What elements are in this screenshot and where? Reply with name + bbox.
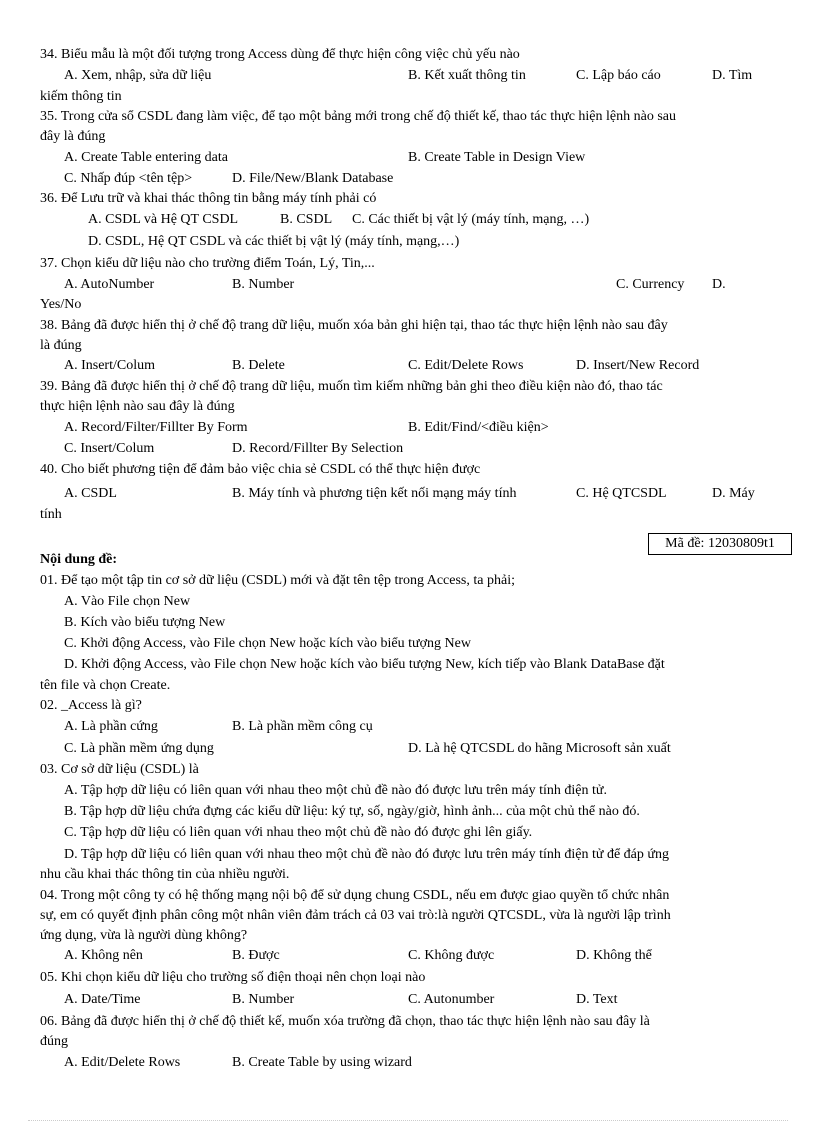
q36-option-d: D. CSDL, Hệ QT CSDL và các thiết bị vật lý (máy tính, mạng,…) — [88, 234, 460, 249]
question-06-cont: đúng — [40, 1034, 68, 1049]
question-38: 38. Bảng đã được hiển thị ở chế độ trang dữ liệu, muốn xóa bản ghi hiện tại, thao tác thực hiện lệnh nào sau đây — [40, 318, 668, 333]
q02-option-b: B. Là phần mềm công cụ — [232, 719, 373, 734]
q05-option-c: C. Autonumber — [408, 992, 495, 1007]
q37-option-d: D. — [712, 277, 726, 292]
q01-option-a: A. Vào File chọn New — [64, 594, 191, 609]
q35-option-d: D. File/New/Blank Database — [232, 171, 394, 186]
q35-option-a: A. Create Table entering data — [64, 150, 228, 165]
q36-option-c: C. Các thiết bị vật lý (máy tính, mạng, …) — [352, 212, 590, 227]
question-04-cont1: sự, em có quyết định phân công một nhân viên đảm trách cả 03 vai trò:là người QTCSDL, vừa là người lập trình — [40, 908, 671, 923]
q04-option-a: A. Không nên — [64, 948, 143, 963]
q39-option-d: D. Record/Fillter By Selection — [232, 441, 404, 456]
exam-code-box: Mã đề: 12030809t1 — [648, 533, 792, 555]
question-04: 04. Trong một công ty có hệ thống mạng nội bộ để sử dụng chung CSDL, nếu em được giao quyền tổ chức nhân — [40, 888, 670, 903]
q05-option-a: A. Date/Time — [64, 992, 141, 1007]
q01-option-b: B. Kích vào biểu tượng New — [64, 615, 226, 630]
q40-option-d: D. Máy — [712, 486, 755, 501]
q02-option-d: D. Là hệ QTCSDL do hãng Microsoft sản xuất — [408, 741, 671, 756]
q03-option-c: C. Tập hợp dữ liệu có liên quan với nhau theo một chủ đề nào đó được ghi lên giấy. — [64, 825, 533, 840]
q06-option-b: B. Create Table by using wizard — [232, 1055, 412, 1070]
q34-option-b: B. Kết xuất thông tin — [408, 68, 526, 83]
q39-option-b: B. Edit/Find/<điều kiện> — [408, 420, 549, 435]
q38-option-d: D. Insert/New Record — [576, 358, 700, 373]
question-36: 36. Để Lưu trữ và khai thác thông tin bằng máy tính phải có — [40, 191, 377, 206]
q02-option-c: C. Là phần mềm ứng dụng — [64, 741, 214, 756]
question-39-cont: thực hiện lệnh nào sau đây là đúng — [40, 399, 235, 414]
q01-option-d: D. Khởi động Access, vào File chọn New hoặc kích vào biểu tượng New, kích tiếp vào Blank DataBase đặt — [64, 657, 665, 672]
q04-option-d: D. Không thể — [576, 948, 652, 963]
q36-option-b: B. CSDL — [280, 212, 333, 227]
q37-option-c: C. Currency — [616, 277, 685, 292]
q34-option-d-cont: kiếm thông tin — [40, 89, 122, 104]
q01-option-c: C. Khởi động Access, vào File chọn New hoặc kích vào biểu tượng New — [64, 636, 471, 651]
q03-option-d-cont: nhu cầu khai thác thông tin của nhiều người. — [40, 867, 290, 882]
q37-option-b: B. Number — [232, 277, 295, 292]
q39-option-c: C. Insert/Colum — [64, 441, 155, 456]
q40-option-c: C. Hệ QTCSDL — [576, 486, 667, 501]
q34-option-d: D. Tìm — [712, 68, 753, 83]
question-02: 02. _Access là gì? — [40, 698, 142, 713]
q37-option-d-cont: Yes/No — [40, 297, 82, 312]
q40-option-b: B. Máy tính và phương tiện kết nối mạng máy tính — [232, 486, 517, 501]
q37-option-a: A. AutoNumber — [64, 277, 155, 292]
page-bottom-divider — [28, 1120, 788, 1121]
q02-option-a: A. Là phần cứng — [64, 719, 158, 734]
q38-option-c: C. Edit/Delete Rows — [408, 358, 524, 373]
question-34: 34. Biểu mẫu là một đối tượng trong Access dùng để thực hiện công việc chủ yếu nào — [40, 47, 520, 62]
question-01: 01. Để tạo một tập tin cơ sở dữ liệu (CSDL) mới và đặt tên tệp trong Access, ta phải; — [40, 573, 515, 588]
question-40: 40. Cho biết phương tiện để đảm bảo việc chia sẻ CSDL có thể thực hiện được — [40, 462, 481, 477]
q01-option-d-cont: tên file và chọn Create. — [40, 678, 171, 693]
q03-option-a: A. Tập hợp dữ liệu có liên quan với nhau theo một chủ đề nào đó được lưu trên máy tính điện tử. — [64, 783, 607, 798]
question-37: 37. Chọn kiểu dữ liệu nào cho trường điểm Toán, Lý, Tin,... — [40, 256, 375, 271]
q06-option-a: A. Edit/Delete Rows — [64, 1055, 181, 1070]
q05-option-d: D. Text — [576, 992, 618, 1007]
question-06: 06. Bảng đã được hiển thị ở chế độ thiết kế, muốn xóa trường đã chọn, thao tác thực hiện lệnh nào sau đây là — [40, 1014, 650, 1029]
q05-option-b: B. Number — [232, 992, 295, 1007]
q35-option-c: C. Nhấp đúp <tên tệp> — [64, 171, 193, 186]
q34-option-a: A. Xem, nhập, sửa dữ liệu — [64, 68, 212, 83]
question-39: 39. Bảng đã được hiển thị ở chế độ trang dữ liệu, muốn tìm kiếm những bản ghi theo điều kiện nào đó, thao tác — [40, 379, 663, 394]
q04-option-b: B. Được — [232, 948, 280, 963]
q03-option-b: B. Tập hợp dữ liệu chứa đựng các kiểu dữ liệu: ký tự, số, ngày/giờ, hình ảnh... của một chủ thể nào đó. — [64, 804, 640, 819]
question-35-cont: đây là đúng — [40, 129, 106, 144]
q39-option-a: A. Record/Filter/Fillter By Form — [64, 420, 248, 435]
question-35: 35. Trong cửa sổ CSDL đang làm việc, để tạo một bảng mới trong chế độ thiết kế, thao tác thực hiện lệnh nào sau — [40, 109, 676, 124]
q34-option-c: C. Lập báo cáo — [576, 68, 661, 83]
q40-option-d-cont: tính — [40, 507, 62, 522]
question-03: 03. Cơ sở dữ liệu (CSDL) là — [40, 762, 199, 777]
question-05: 05. Khi chọn kiểu dữ liệu cho trường số điện thoại nên chọn loại nào — [40, 970, 426, 985]
q38-option-b: B. Delete — [232, 358, 285, 373]
q04-option-c: C. Không được — [408, 948, 495, 963]
section-title: Nội dung đề: — [40, 552, 118, 567]
q35-option-b: B. Create Table in Design View — [408, 150, 586, 165]
q38-option-a: A. Insert/Colum — [64, 358, 155, 373]
q40-option-a: A. CSDL — [64, 486, 117, 501]
question-38-cont: là đúng — [40, 338, 82, 353]
q36-option-a: A. CSDL và Hệ QT CSDL — [88, 212, 239, 227]
q03-option-d: D. Tập hợp dữ liệu có liên quan với nhau theo một chủ đề nào đó được lưu trên máy tính điện tử để đáp ứng — [64, 847, 669, 862]
question-04-cont2: ứng dụng, vừa là người dùng không? — [40, 928, 248, 943]
